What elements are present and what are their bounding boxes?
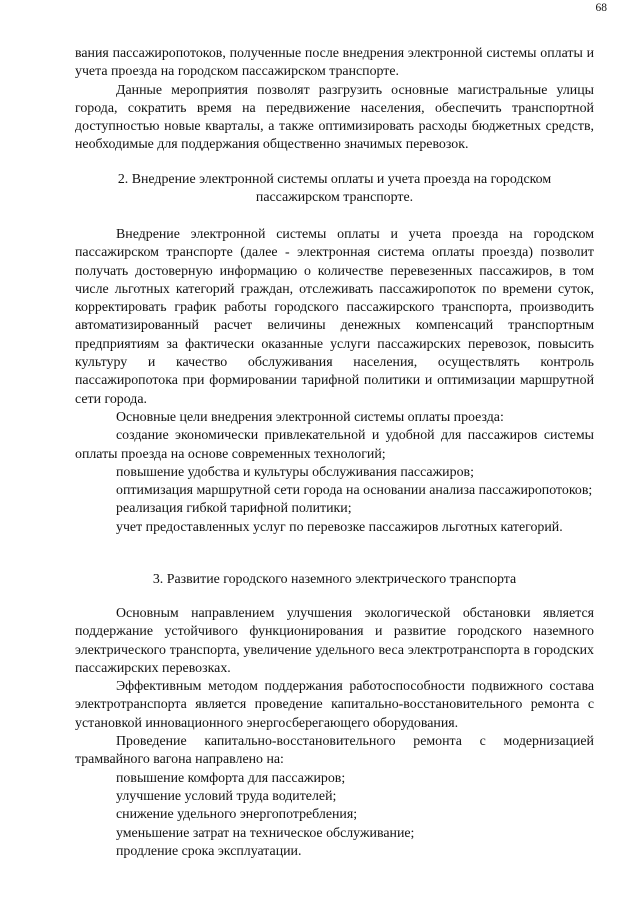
paragraph: Основным направлением улучшения экологической обстановки является поддержание устойчивого функционирования и развитие городского наземного электрического транспорта, увеличение удельного веса электротранспорта в городских пассажирских перевозках. [75, 606, 594, 676]
list-item: уменьшение затрат на техническое обслуживание; [116, 825, 415, 841]
goal-item: реализация гибкой тарифной политики; [116, 501, 352, 517]
section3-heading: 3. Развитие городского наземного электрического транспорта [152, 572, 517, 587]
list-item: улучшение условий труда водителей; [116, 788, 337, 804]
paragraph: вания пассажиропотоков, полученные после внедрения электронной системы оплаты и учета проезда на городском пассажирском транспорте. [75, 46, 594, 80]
heading-line: 2. Внедрение электронной системы оплаты и учета проезда на городском [117, 172, 552, 187]
paragraph: Проведение капитально-восстановительного ремонта с модернизацией трамвайного вагона направлено на: [75, 734, 594, 768]
list-item: продление срока эксплуатации. [116, 843, 302, 859]
goal-item: оптимизация маршрутной сети города на основании анализа пассажиропотоков; [116, 483, 593, 499]
paragraph: Внедрение электронной системы оплаты и учета проезда на городском пассажирском транспорте (далее - электронная система оплаты проезда) позволит получать достоверную информацию о количестве перевезенных пассажиров, в том числе льготных категорий граждан, отслеживать пассажиропоток по времени суток, корректировать график работы городского пассажирского транспорта, производить автоматизированный расчет величины денежных компенсаций транспортным предприятиям за фактически оказанные услуги пассажирских перевозок, повысить культуру и качество обслуживания населения, осуществлять контроль пассажиропотока при формировании тарифной политики и оптимизации маршрутной сети города. [75, 227, 594, 407]
heading-line: пассажирском транспорте. [255, 190, 414, 206]
goal-item: повышение удобства и культуры обслуживания пассажиров; [116, 464, 474, 480]
goals-intro: Основные цели внедрения электронной системы оплаты проезда: [116, 409, 504, 425]
section3-body [75, 605, 594, 861]
section1-tail [75, 45, 594, 155]
paragraph: Данные мероприятия позволят разгрузить основные магистральные улицы города, сократить время на передвижение населения, обеспечить транспортной доступностью новые кварталы, а также оптимизировать расходы бюджетных средств, необходимые для поддержания общественно значимых перевозок. [75, 82, 594, 153]
paragraph: Эффективным методом поддержания работоспособности подвижного состава электротранспорта является проведение капитально-восстановительного ремонта с установкой инновационного энергосберегающего оборудования. [75, 679, 594, 731]
section2-heading [75, 171, 594, 208]
list-item: повышение комфорта для пассажиров; [116, 770, 346, 786]
page-number: 68 [595, 2, 607, 14]
goal-item: учет предоставленных услуг по перевозке пассажиров льготных категорий. [116, 519, 563, 535]
list-item: снижение удельного энергопотребления; [116, 807, 358, 823]
section2-body [75, 226, 594, 537]
goal-item: создание экономически привлекательной и удобной для пассажиров системы оплаты проезда на основе современных технологий; [75, 428, 594, 462]
